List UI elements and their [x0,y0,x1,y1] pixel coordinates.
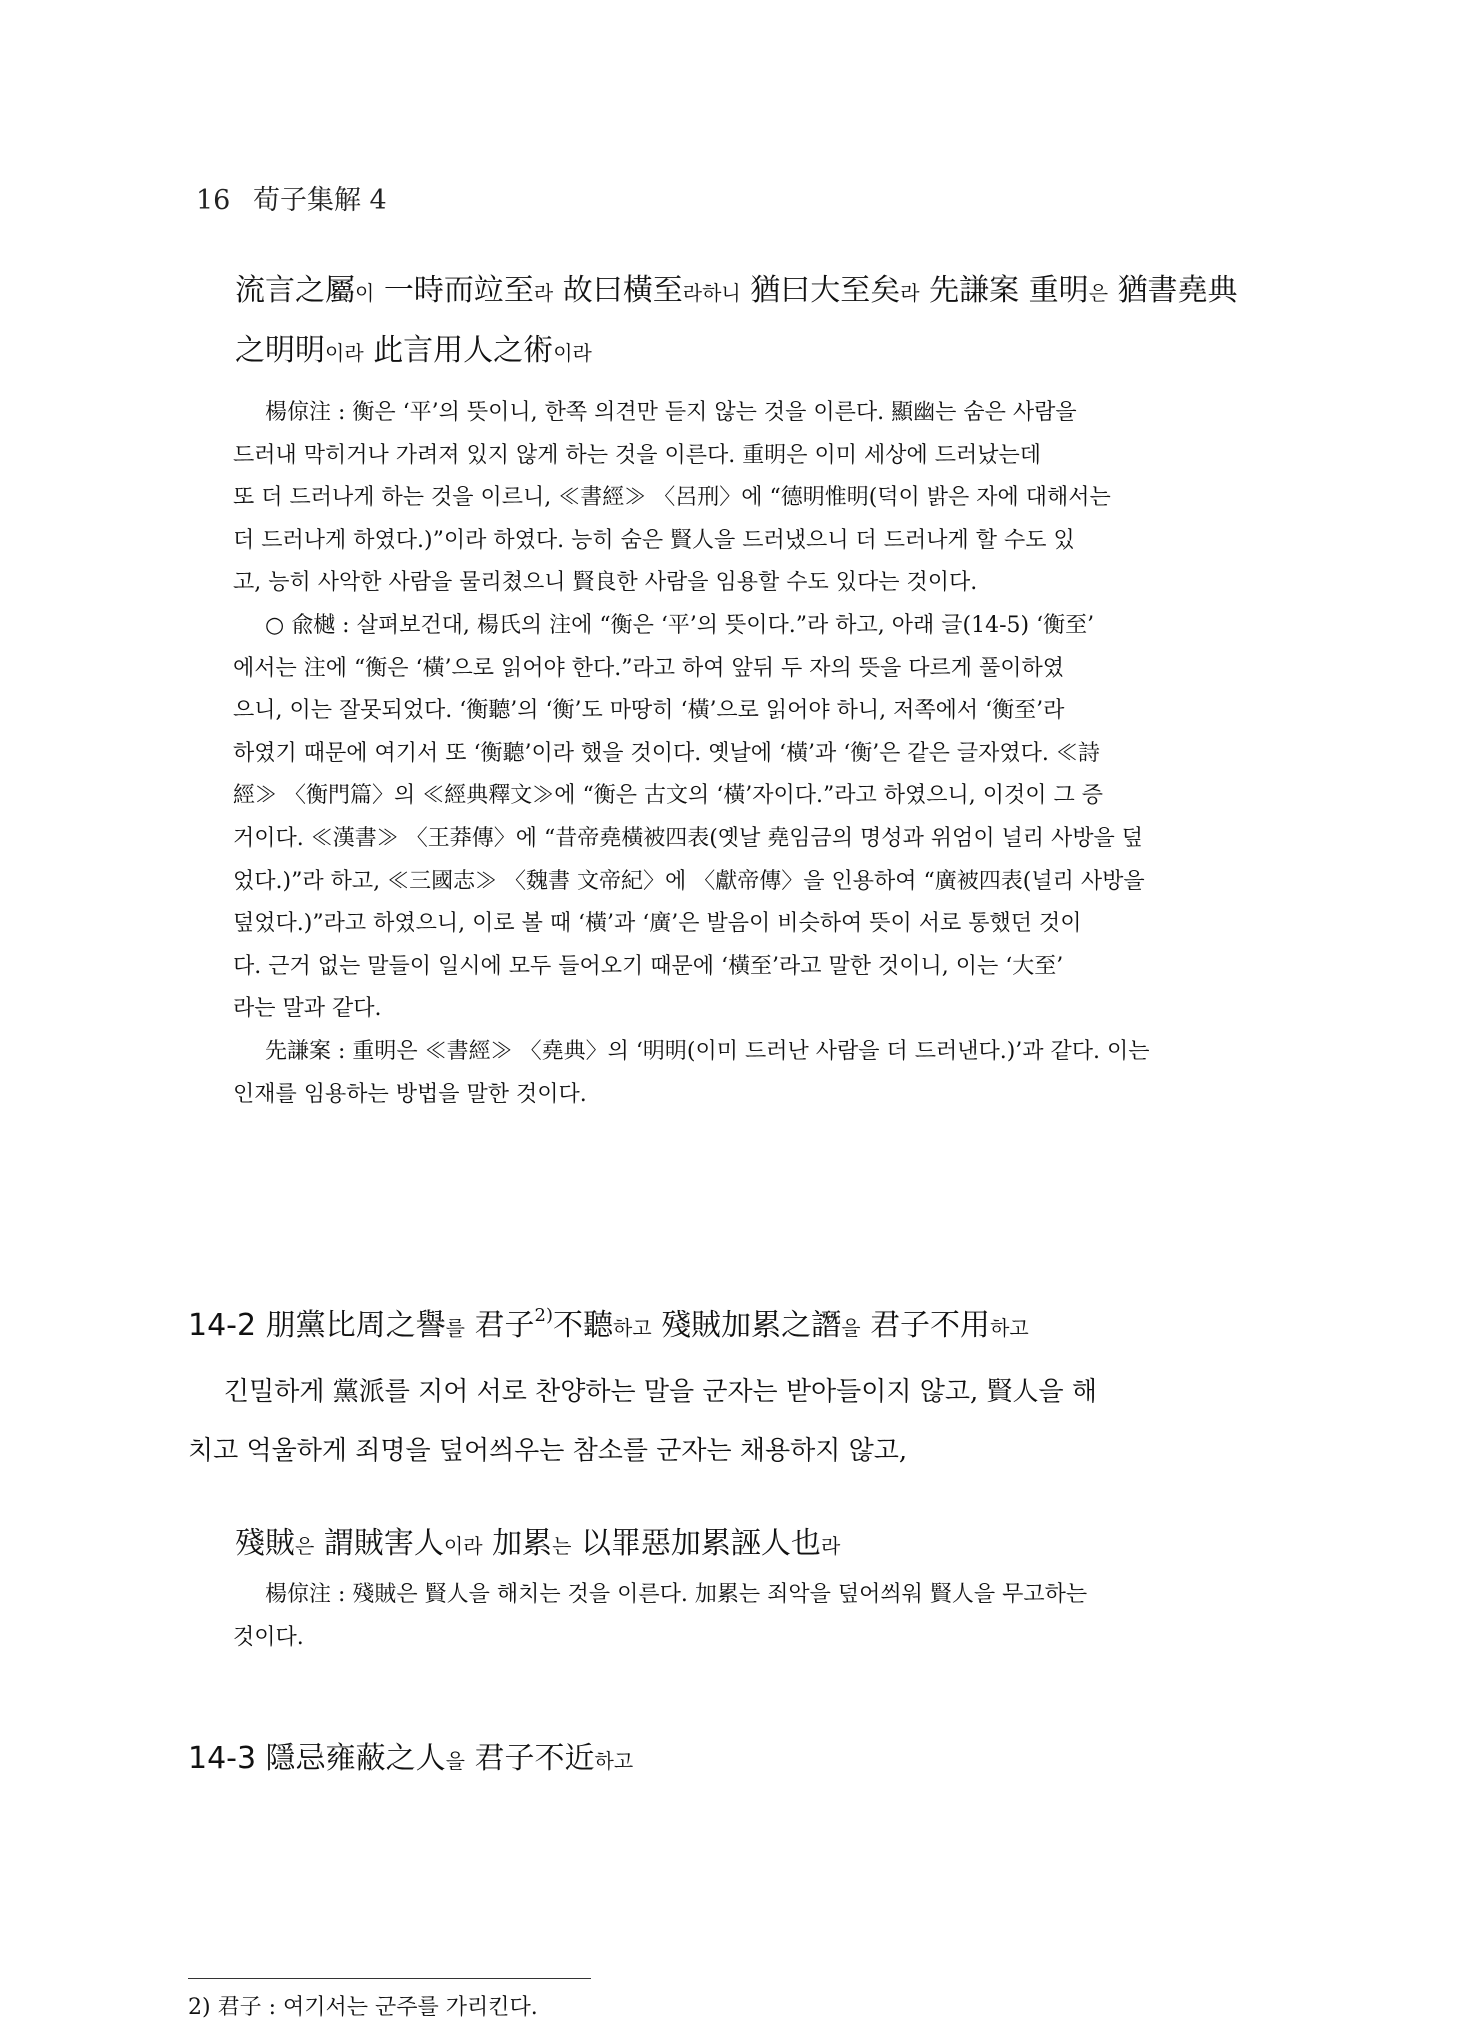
han-text: 君子 [474,1308,535,1343]
han-text: 加累 [492,1526,553,1561]
particle: 라 [900,281,920,305]
particle: 라 [533,281,554,305]
han-text: 以罪惡加累誣人也 [580,1526,821,1561]
commentary-line: 先謙案 : 重明은 ≪書經≫ 〈堯典〉의 ‘明明(이미 드러난 사람을 더 드러낸다.)’과 같다. 이는 [265,1038,1150,1064]
section-number: 14-2 [188,1308,257,1343]
commentary-line: 더 드러나게 하였다.)”이라 하였다. 능히 숨은 賢人을 드러냈으니 더 드러나게 할 수도 있 [233,527,1075,553]
particle: 이라 [325,341,364,365]
commentary-line: 楊倞注 : 殘賊은 賢人을 해치는 것을 이른다. 加累는 죄악을 덮어씌워 賢人을 무고하는 [265,1582,1088,1607]
particle: 하고 [594,1749,634,1773]
commentary-14-1 [233,392,1288,1116]
commentary-line: 었다.)”라 하고, ≪三國志≫ 〈魏書 文帝紀〉에 〈獻帝傳〉을 인용하여 “廣被四表(널리 사방을 [233,868,1145,894]
particle: 이 [355,281,375,305]
particle: 은 [295,1534,315,1558]
page-number: 16 [196,185,231,216]
book-title: 荀子集解 4 [252,185,387,216]
particle: 을 [445,1749,465,1773]
classical-text-14-1 [235,262,1285,382]
commentary-line: 고, 능히 사악한 사람을 물리쳤으니 賢良한 사람을 임용할 수도 있다는 것이다. [233,570,978,596]
han-text: 一時而竝至 [383,273,534,308]
particle: 은 [1088,281,1109,305]
han-text: 之明明 [235,333,325,368]
han-text: 隱忌雍蔽之人 [265,1741,446,1776]
particle: 는 [552,1534,572,1558]
particle: 라하니 [682,281,741,305]
footnote-ref[interactable]: 2) [534,1305,553,1326]
footnote-divider [188,1978,591,1979]
commentary-line: 으니, 이는 잘못되었다. ‘衡聽’의 ‘衡’도 마땅히 ‘橫’으로 읽어야 하니, 저쪽에서 ‘衡至’라 [233,698,1065,724]
han-text: 猶書堯典 [1117,273,1238,308]
classical-text-14-2-note [235,1515,1285,1575]
particle: 하고 [613,1316,652,1340]
commentary-line: 덮었다.)”라고 하였으니, 이로 볼 때 ‘橫’과 ‘廣’은 발음이 비슷하여 뜻이 서로 통했던 것이 [233,911,1082,937]
particle: 이라 [553,341,592,365]
han-text: 君子不用 [870,1308,991,1343]
commentary-14-2 [233,1574,1288,1659]
commentary-line: 또 더 드러나게 하는 것을 이르니, ≪書經≫ 〈呂刑〉에 “德明惟明(덕이 밝은 자에 대해서는 [233,485,1111,511]
translation-line: 치고 억울하게 죄명을 덮어씌우는 참소를 군자는 채용하지 않고, [188,1436,908,1466]
running-header [196,178,387,217]
commentary-line: 것이다. [233,1624,304,1650]
commentary-line: 드러내 막히거나 가려져 있지 않게 하는 것을 이른다. 重明은 이미 세상에 드러났는데 [233,442,1041,468]
han-text: 此言用人之術 [373,333,554,368]
section-number: 14-3 [188,1741,257,1776]
han-text: 殘賊加累之譖 [661,1308,842,1343]
han-text: 流言之屬 [235,273,355,308]
commentary-line: ○ 兪樾 : 살펴보건대, 楊氏의 注에 “衡은 ‘平’의 뜻이다.”라 하고, 아래 글(14-5) ‘衡至’ [265,612,1095,638]
particle: 를 [445,1316,465,1340]
han-text: 猶曰大至矣 [750,273,901,308]
commentary-line: 인재를 임용하는 방법을 말한 것이다. [233,1081,587,1107]
section-heading-14-2 [188,1300,1029,1344]
han-text: 朋黨比周之譽 [265,1308,446,1343]
commentary-line: 하였기 때문에 여기서 또 ‘衡聽’이라 했을 것이다. 옛날에 ‘橫’과 ‘衡’은 같은 글자였다. ≪詩 [233,740,1100,766]
han-text: 不聽 [553,1308,613,1343]
footnote-2: 2) 君子 : 여기서는 군주를 가리킨다. [188,1995,538,2020]
commentary-line: 거이다. ≪漢書≫ 〈王莽傳〉에 “昔帝堯橫被四表(옛날 堯임금의 명성과 위엄이 널리 사방을 덮 [233,825,1144,851]
section-heading-14-3 [188,1733,633,1777]
commentary-line: 다. 근거 없는 말들이 일시에 모두 들어오기 때문에 ‘橫至’라고 말한 것이니, 이는 ‘大至’ [233,953,1064,979]
translation-line: 긴밀하게 黨派를 지어 서로 찬양하는 말을 군자는 받아들이지 않고, 賢人을 해 [224,1377,1098,1407]
han-text: 先謙案 重明 [929,273,1089,308]
verse-line [235,262,1285,322]
particle: 을 [841,1316,861,1340]
particle: 라 [820,1534,841,1558]
han-text: 故曰橫至 [562,273,683,308]
translation-14-2 [188,1363,1288,1481]
verse-line [235,322,1285,382]
commentary-line: 에서는 注에 “衡은 ‘橫’으로 읽어야 한다.”라고 하여 앞뒤 두 자의 뜻을 다르게 풀이하였 [233,655,1064,681]
han-text: 謂賊害人 [323,1526,444,1561]
commentary-line: 楊倞注 : 衡은 ‘平’의 뜻이니, 한쪽 의견만 듣지 않는 것을 이른다. 顯幽는 숨은 사람을 [265,400,1077,425]
han-text: 殘賊 [235,1526,295,1561]
particle: 이라 [443,1534,483,1558]
han-text: 君子不近 [474,1741,595,1776]
commentary-line: 經≫ 〈衡門篇〉의 ≪經典釋文≫에 “衡은 古文의 ‘橫’자이다.”라고 하였으니, 이것이 그 증 [233,783,1103,809]
particle: 하고 [990,1316,1029,1340]
commentary-line: 라는 말과 같다. [233,996,382,1022]
